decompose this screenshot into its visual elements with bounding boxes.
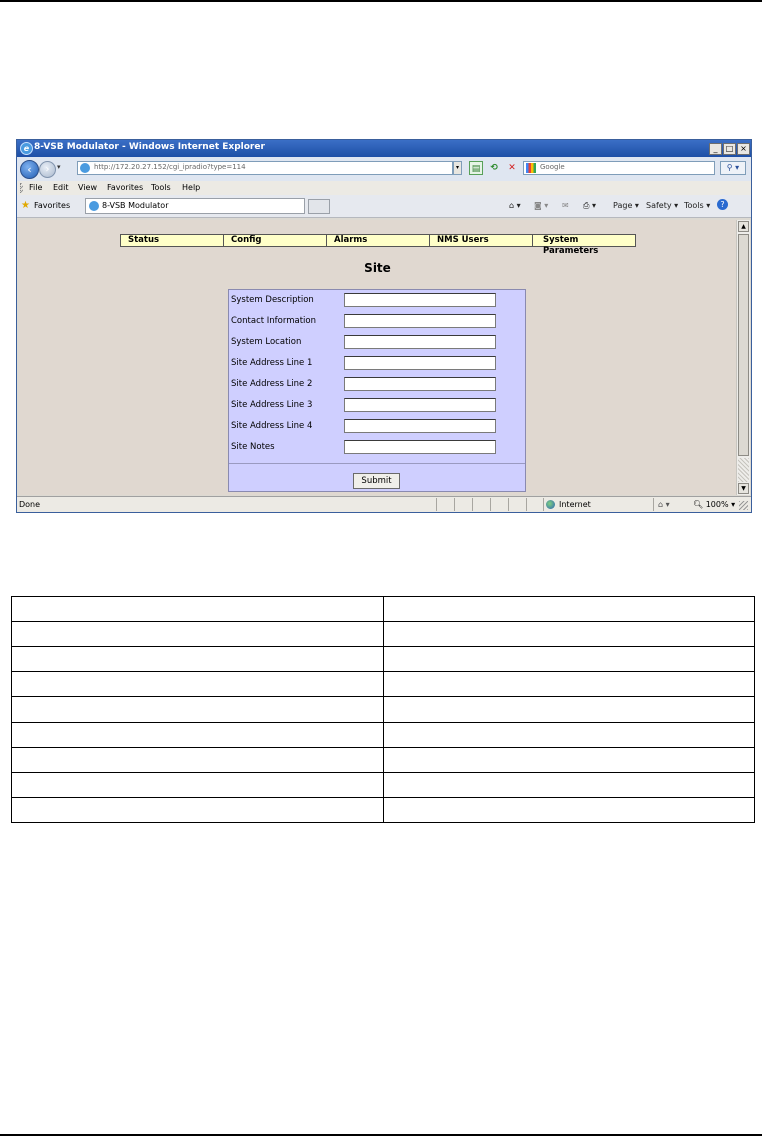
form-row: [229, 376, 525, 392]
form-row: [229, 355, 525, 371]
table-cell: [12, 672, 384, 697]
site-address-line-2-label: Site Address Line 2: [231, 379, 313, 389]
table-row: [12, 772, 755, 797]
back-icon[interactable]: ‹: [20, 160, 39, 179]
status-text: Done: [19, 500, 41, 509]
menu-edit[interactable]: Edit: [53, 183, 69, 192]
form-row: [229, 418, 525, 434]
close-button[interactable]: ×: [737, 143, 750, 155]
table-row: [12, 697, 755, 722]
table-cell: [12, 797, 384, 822]
nav-alarms[interactable]: Alarms: [327, 235, 430, 246]
site-notes-input[interactable]: [344, 440, 496, 454]
site-address-line-3-input[interactable]: [344, 398, 496, 412]
zoom-icon: 🔍︎: [693, 500, 704, 509]
scroll-thumb[interactable]: [738, 234, 749, 456]
menu-file[interactable]: File: [29, 183, 43, 192]
security-zone-label: Internet: [559, 500, 591, 509]
feeds-icon[interactable]: ◙ ▾: [534, 201, 549, 210]
table-cell: [383, 647, 755, 672]
form-row: [229, 397, 525, 413]
table-cell: [383, 697, 755, 722]
url-text: http://172.20.27.152/cgi_ipradio?type=114: [94, 163, 246, 171]
scroll-down-icon[interactable]: ▼: [738, 483, 749, 494]
table-row: [12, 797, 755, 822]
favorites-bar: [17, 195, 751, 218]
page-icon: [80, 163, 90, 173]
window-title: 8-VSB Modulator - Windows Internet Explorer: [34, 142, 265, 152]
table-row: [12, 647, 755, 672]
table-cell: [383, 797, 755, 822]
site-address-line-1-label: Site Address Line 1: [231, 358, 313, 368]
google-icon: [526, 163, 536, 173]
page-menu-button[interactable]: Page ▾: [613, 201, 639, 210]
search-engine-label: Google: [540, 163, 565, 171]
table-row: [12, 672, 755, 697]
address-bar-row: [17, 157, 751, 181]
status-pane: [490, 498, 508, 511]
favorites-button[interactable]: Favorites: [34, 201, 71, 210]
site-address-line-1-input[interactable]: [344, 356, 496, 370]
table-cell: [12, 697, 384, 722]
site-notes-label: Site Notes: [231, 442, 275, 452]
page-bottom-rule: [0, 1134, 762, 1136]
tab-page-icon: [89, 201, 99, 211]
search-input[interactable]: [523, 161, 715, 175]
print-icon[interactable]: ⎙ ▾: [583, 201, 596, 210]
table-cell: [12, 597, 384, 622]
new-tab-button[interactable]: [308, 199, 330, 214]
table-row: [12, 722, 755, 747]
help-icon[interactable]: ?: [717, 199, 728, 210]
page-title: Site: [364, 261, 391, 275]
home-icon[interactable]: ⌂ ▾: [509, 201, 521, 210]
table-cell: [383, 622, 755, 647]
site-address-line-4-label: Site Address Line 4: [231, 421, 313, 431]
table-cell: [12, 772, 384, 797]
page-viewport: [19, 220, 736, 495]
menu-tools[interactable]: Tools: [151, 183, 171, 192]
menu-bar: [17, 181, 751, 195]
scroll-up-icon[interactable]: ▲: [738, 221, 749, 232]
site-address-line-4-input[interactable]: [344, 419, 496, 433]
protected-mode-icon[interactable]: ⌂ ▾: [658, 500, 670, 509]
table-cell: [12, 622, 384, 647]
zoom-value: 100%: [705, 500, 729, 509]
forward-icon[interactable]: ›: [39, 161, 56, 178]
table-row: [12, 622, 755, 647]
scroll-track[interactable]: [738, 458, 749, 482]
address-input[interactable]: [77, 161, 453, 175]
site-address-line-3-label: Site Address Line 3: [231, 400, 313, 410]
compatibility-icon[interactable]: ▤: [469, 161, 483, 175]
nav-config[interactable]: Config: [224, 235, 327, 246]
nav-nms-users[interactable]: NMS Users: [430, 235, 533, 246]
nav-status[interactable]: Status: [121, 235, 224, 246]
search-icon[interactable]: ⚲ ▾: [720, 161, 746, 175]
stop-icon[interactable]: ✕: [508, 163, 516, 173]
nav-menu: [120, 234, 636, 256]
site-address-line-2-input[interactable]: [344, 377, 496, 391]
table-cell: [12, 647, 384, 672]
vertical-scrollbar[interactable]: [736, 220, 750, 495]
system-location-input[interactable]: [344, 335, 496, 349]
table-row: [12, 747, 755, 772]
tab-title: 8-VSB Modulator: [102, 201, 169, 210]
mail-icon[interactable]: ✉: [562, 201, 569, 210]
history-dropdown-icon[interactable]: ▾: [57, 163, 61, 171]
menu-favorites[interactable]: Favorites: [107, 183, 144, 192]
nav-system-parameters[interactable]: System Parameters: [543, 235, 599, 256]
table-cell: [12, 747, 384, 772]
system-description-input[interactable]: [344, 293, 496, 307]
tools-menu-button[interactable]: Tools ▾: [684, 201, 711, 210]
zoom-level[interactable]: 🔍︎ 100% ▾: [693, 500, 736, 509]
table-cell: [383, 672, 755, 697]
favorites-star-icon[interactable]: ★: [21, 200, 30, 211]
ie-logo-icon: e: [20, 142, 33, 155]
address-dropdown-icon[interactable]: ▾: [453, 161, 462, 175]
table-row: [12, 597, 755, 622]
resize-grip[interactable]: [739, 501, 748, 510]
status-pane: [454, 498, 472, 511]
form-row: [229, 313, 525, 329]
globe-icon: [546, 500, 555, 509]
contact-information-input[interactable]: [344, 314, 496, 328]
tab-8vsb-modulator[interactable]: [85, 198, 305, 214]
blank-table: [11, 596, 755, 823]
title-bar: [17, 140, 751, 157]
site-form: [228, 289, 526, 492]
form-divider: [229, 463, 525, 464]
browser-window: [16, 139, 752, 513]
contact-information-label: Contact Information: [231, 316, 316, 326]
status-pane: [508, 498, 526, 511]
status-pane: [472, 498, 490, 511]
system-location-label: System Location: [231, 337, 302, 347]
submit-button[interactable]: Submit: [353, 473, 400, 489]
safety-menu-button[interactable]: Safety ▾: [646, 201, 679, 210]
table-cell: [383, 722, 755, 747]
refresh-icon[interactable]: ⟲: [490, 163, 498, 173]
form-row: [229, 334, 525, 350]
form-row: [229, 292, 525, 308]
menu-grip: [20, 183, 23, 193]
status-pane: [526, 498, 543, 511]
maximize-button[interactable]: □: [723, 143, 736, 155]
minimize-button[interactable]: _: [709, 143, 722, 155]
menu-view[interactable]: View: [78, 183, 97, 192]
menu-help[interactable]: Help: [182, 183, 201, 192]
system-description-label: System Description: [231, 295, 314, 305]
page-top-rule: [0, 0, 762, 2]
table-cell: [383, 747, 755, 772]
form-row: [229, 439, 525, 455]
table-cell: [383, 772, 755, 797]
status-pane: [436, 498, 454, 511]
table-cell: [12, 722, 384, 747]
table-cell: [383, 597, 755, 622]
status-bar: [17, 496, 751, 513]
